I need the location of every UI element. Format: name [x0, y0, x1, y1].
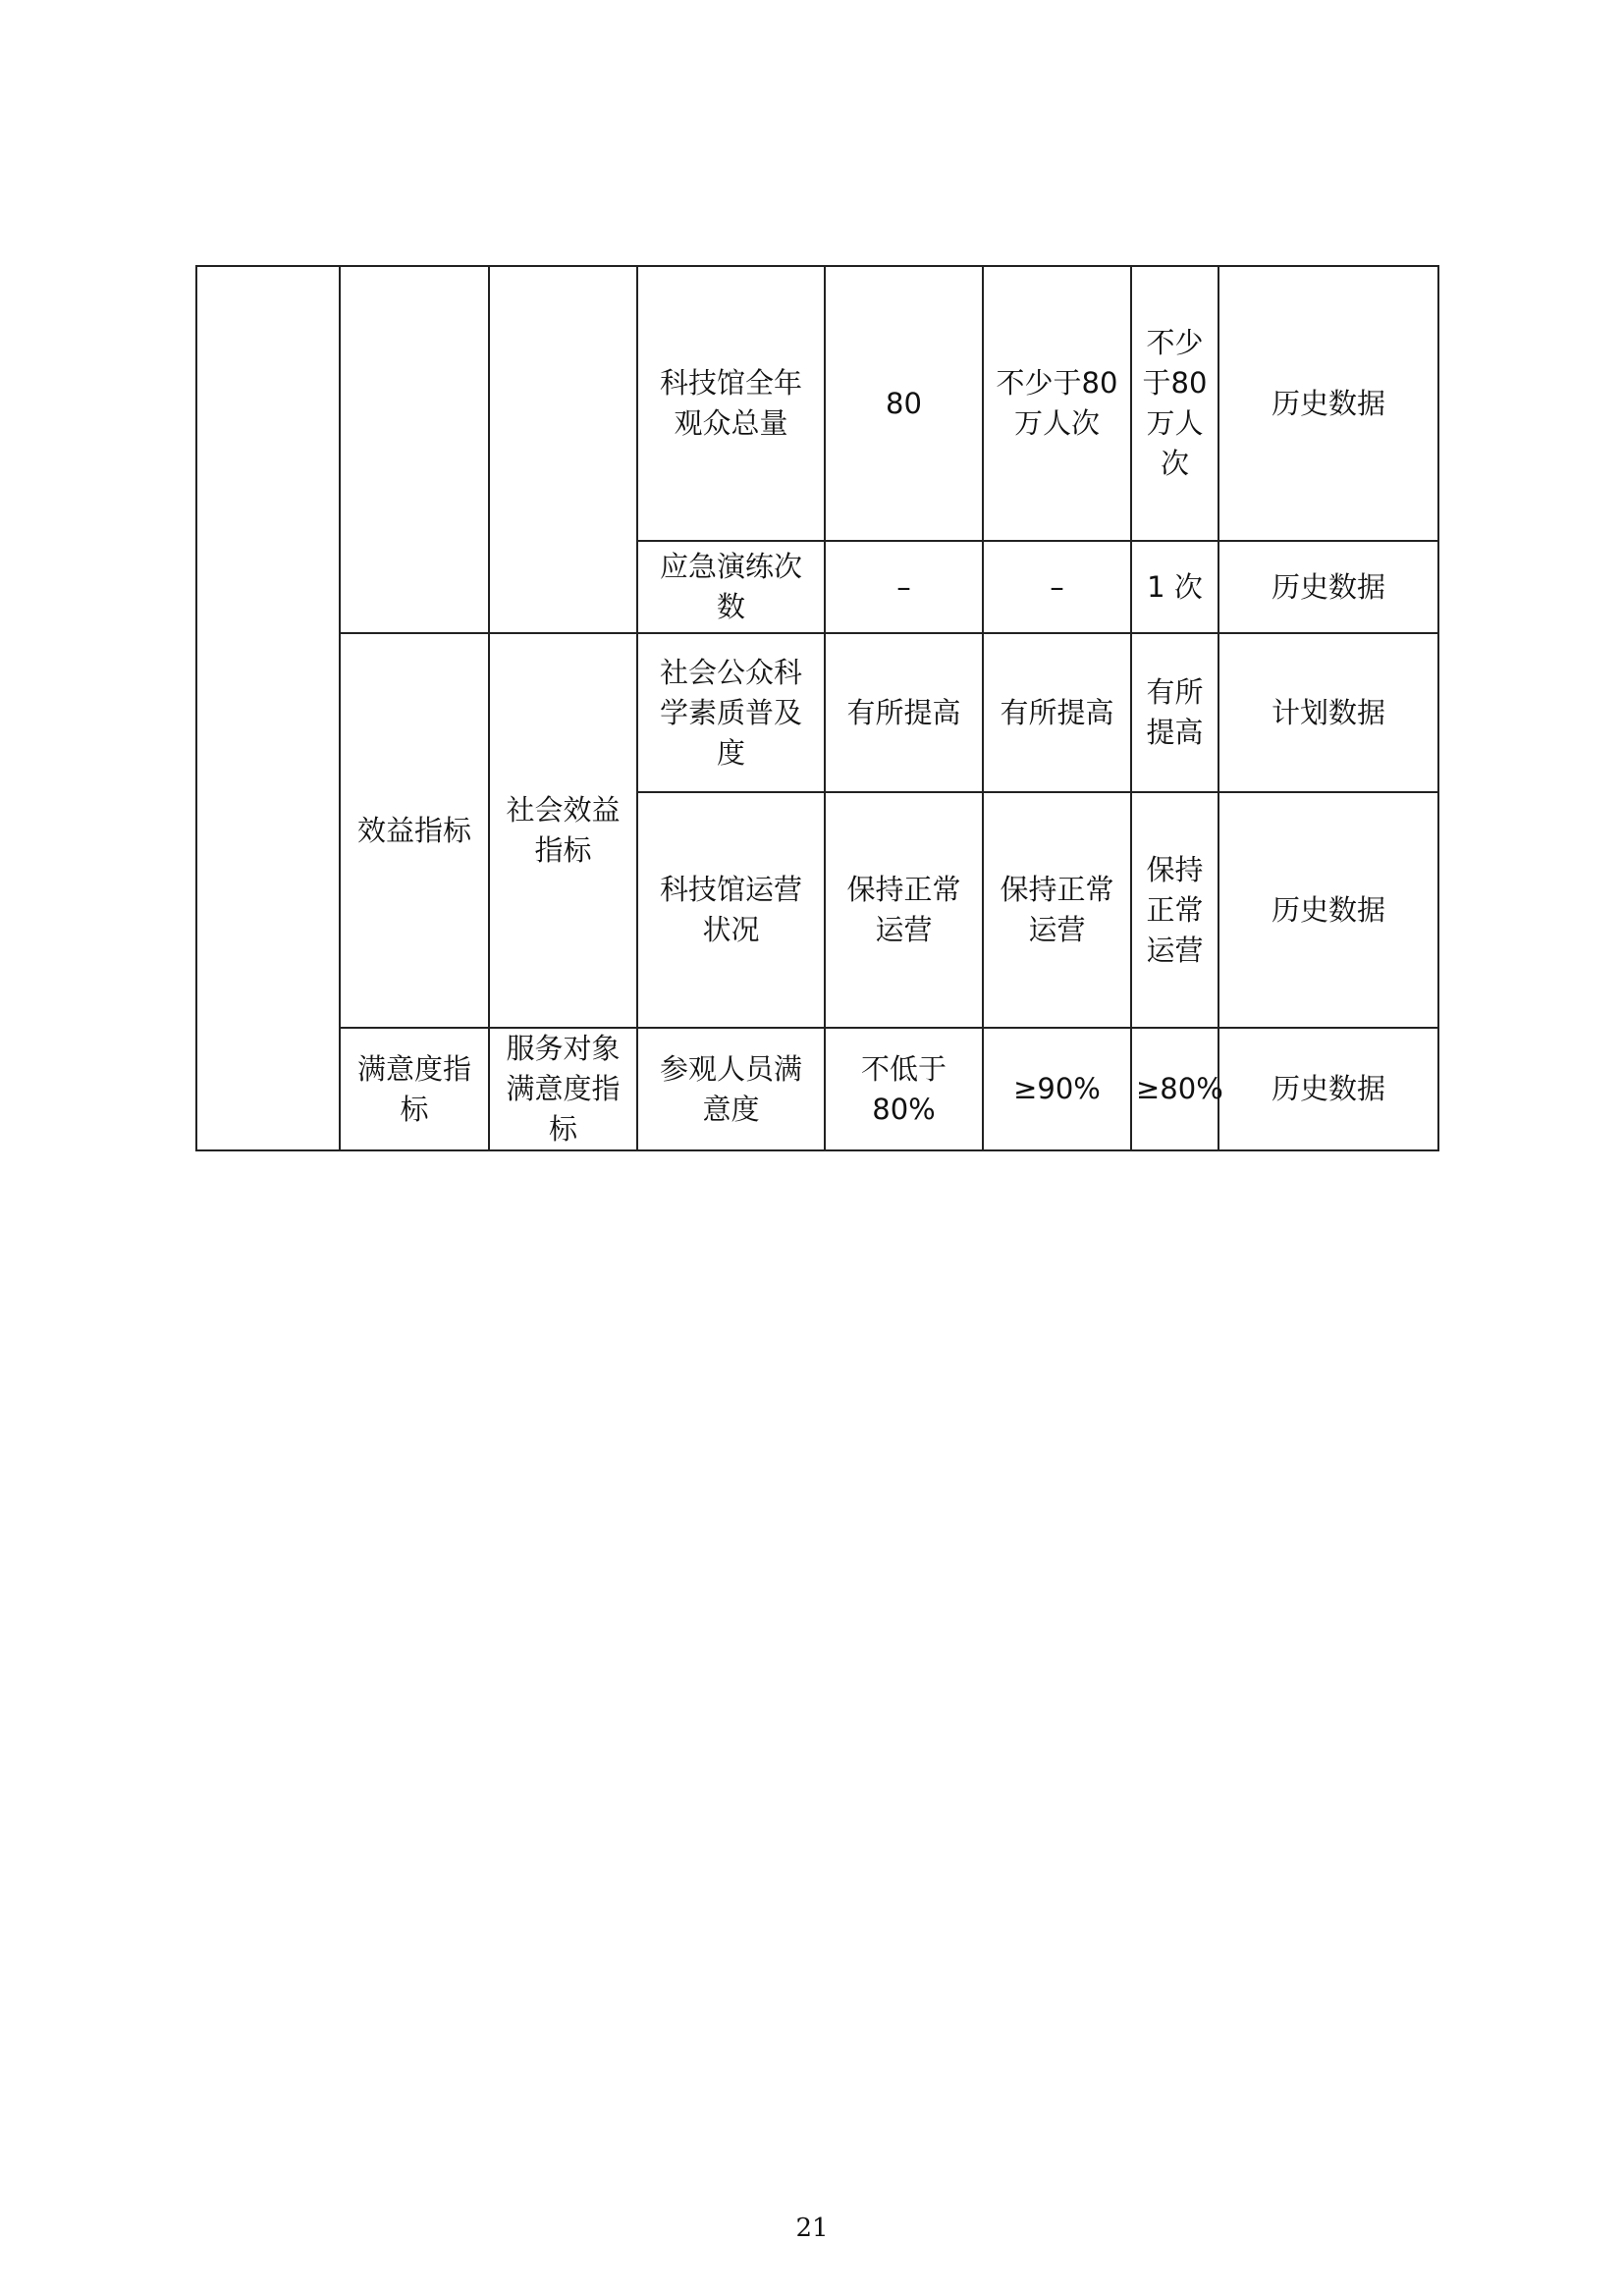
performance-indicator-table	[195, 265, 1439, 1151]
indicator-cell: 科技馆全年观众总量	[637, 266, 825, 541]
value-a-cell: 保持正常运营	[825, 792, 983, 1028]
table-row	[196, 266, 1438, 541]
value-c-cell: 不少于80万人次	[1131, 266, 1218, 541]
table-row	[196, 1028, 1438, 1150]
level2-category-cell: 社会效益指标	[489, 633, 637, 1028]
value-a-cell: 80	[825, 266, 983, 541]
source-cell: 历史数据	[1218, 266, 1438, 541]
value-c-cell: 有所提高	[1131, 633, 1218, 792]
level1-category-cell: 效益指标	[340, 633, 489, 1028]
level2-category-cell: 服务对象满意度指标	[489, 1028, 637, 1150]
blank-first-column-cell	[196, 266, 340, 1150]
value-b-cell: 保持正常运营	[983, 792, 1131, 1028]
blank-level1-cell	[340, 266, 489, 633]
page-number: 21	[795, 2214, 829, 2243]
indicator-cell: 应急演练次数	[637, 541, 825, 633]
value-c-cell: 1 次	[1131, 541, 1218, 633]
indicator-cell: 科技馆运营状况	[637, 792, 825, 1028]
value-a-cell: 有所提高	[825, 633, 983, 792]
source-cell: 历史数据	[1218, 1028, 1438, 1150]
value-c-cell: 保持正常运营	[1131, 792, 1218, 1028]
table-row	[196, 633, 1438, 792]
value-c-cell: ≥80%	[1131, 1028, 1218, 1150]
value-a-cell: –	[825, 541, 983, 633]
source-cell: 历史数据	[1218, 792, 1438, 1028]
value-a-cell: 不低于80%	[825, 1028, 983, 1150]
blank-level2-cell	[489, 266, 637, 633]
indicator-cell: 参观人员满意度	[637, 1028, 825, 1150]
value-b-cell: 不少于80万人次	[983, 266, 1131, 541]
value-b-cell: ≥90%	[983, 1028, 1131, 1150]
value-b-cell: –	[983, 541, 1131, 633]
source-cell: 历史数据	[1218, 541, 1438, 633]
level1-category-cell: 满意度指标	[340, 1028, 489, 1150]
value-b-cell: 有所提高	[983, 633, 1131, 792]
indicator-cell: 社会公众科学素质普及度	[637, 633, 825, 792]
source-cell: 计划数据	[1218, 633, 1438, 792]
